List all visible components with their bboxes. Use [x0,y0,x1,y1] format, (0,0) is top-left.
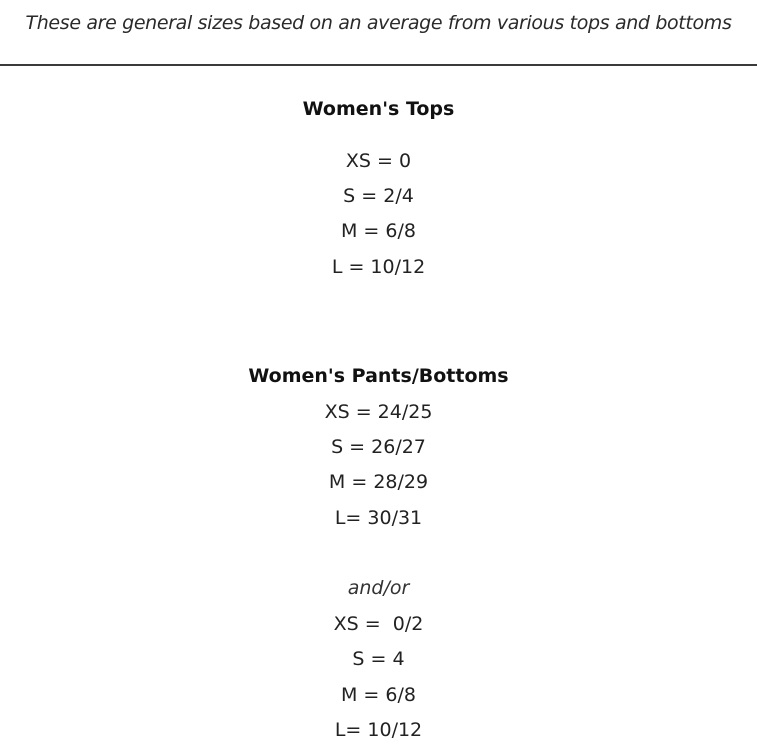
bottoms-size-xs: XS = 24/25 [324,401,433,423]
bottoms-alt-size-s: S = 4 [352,648,405,670]
tops-size-s: S = 2/4 [343,185,414,207]
bottoms-size-m: M = 28/29 [328,471,429,493]
bottoms-heading: Women's Pants/Bottoms [248,365,509,387]
bottoms-alt-size-xs: XS = 0/2 [333,613,424,635]
bottoms-alt-size-l: L= 10/12 [334,719,423,741]
tops-size-m: M = 6/8 [341,220,416,242]
size-guide-intro: These are general sizes based on an average from various tops and bottoms [25,12,732,34]
bottoms-size-l: L= 30/31 [334,507,423,529]
bottoms-size-s: S = 26/27 [331,436,426,458]
tops-size-xs: XS = 0 [345,150,412,172]
and-or-separator: and/or [347,577,410,599]
bottoms-alt-size-m: M = 6/8 [341,684,416,706]
section-divider [0,64,757,66]
tops-heading: Women's Tops [302,98,455,120]
tops-size-l: L = 10/12 [331,256,426,278]
